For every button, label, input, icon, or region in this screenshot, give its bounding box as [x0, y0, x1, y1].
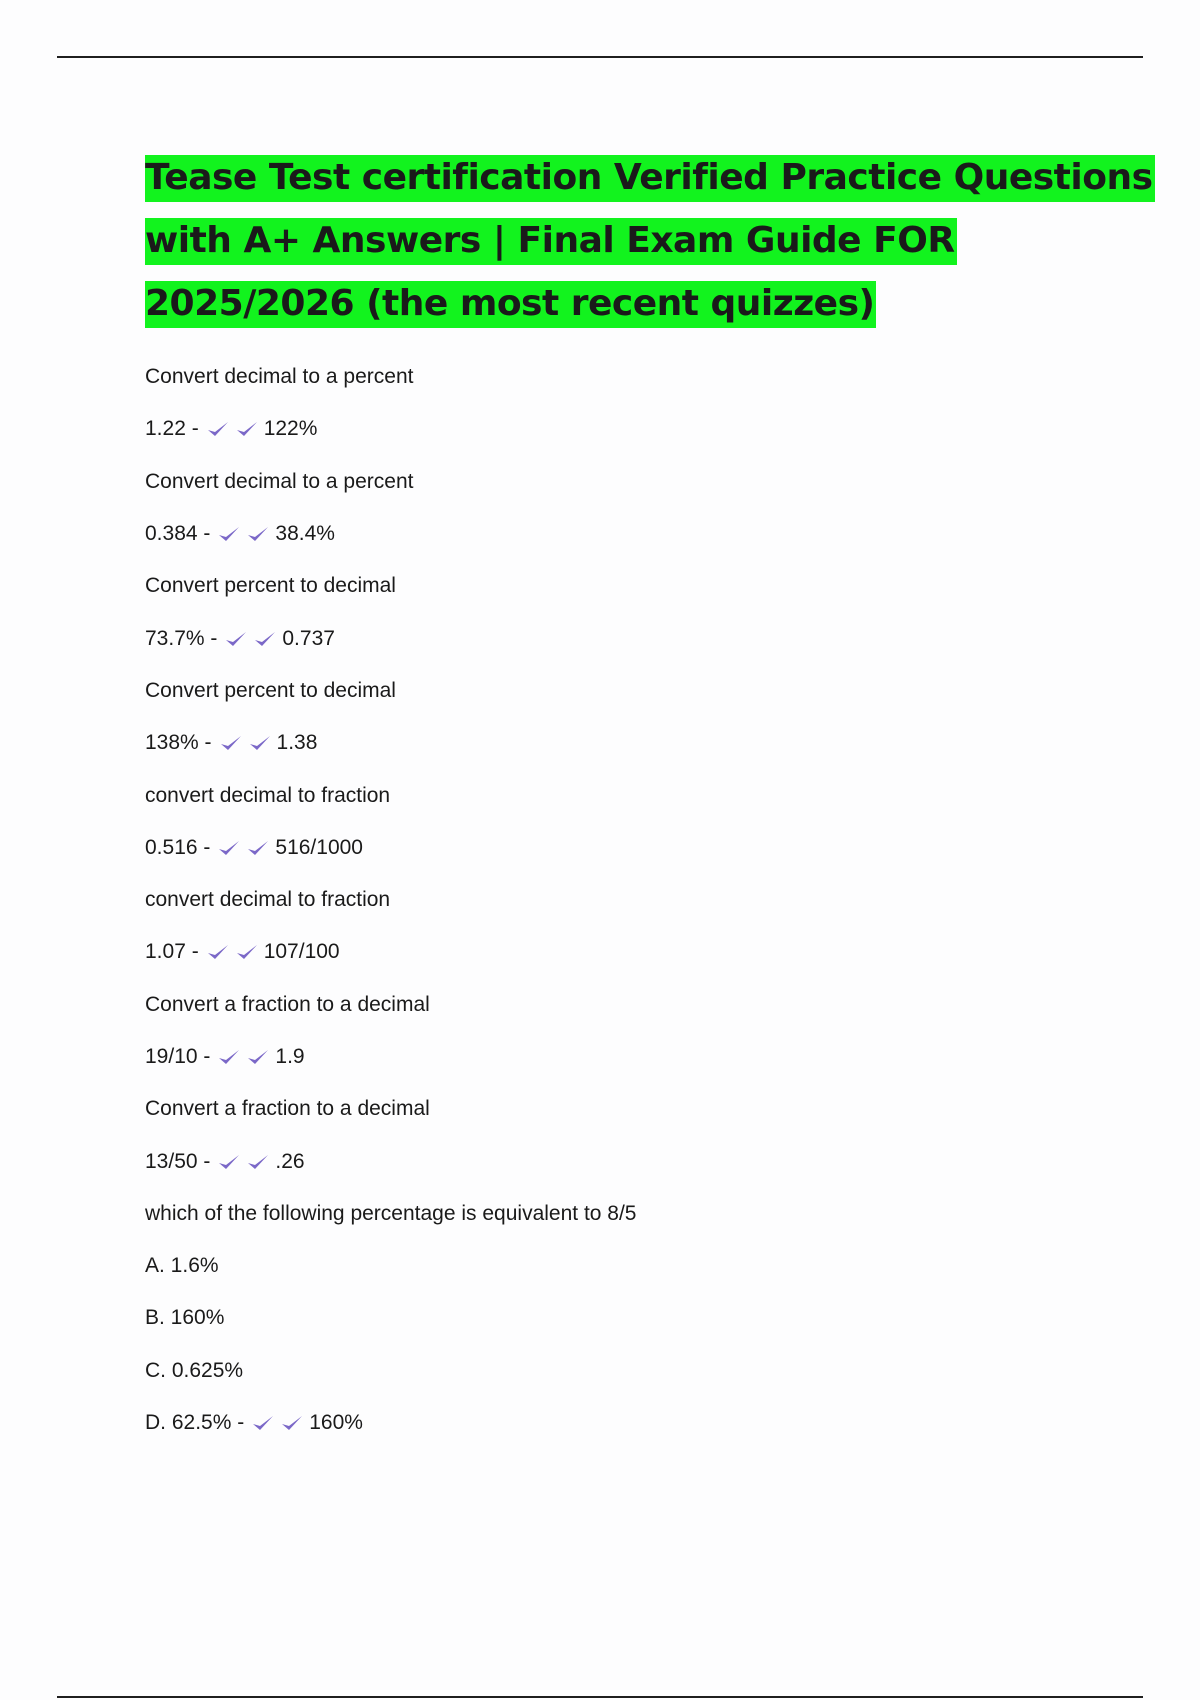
checkmark-icon: [219, 733, 243, 753]
question-prompt: 1.07 -: [145, 940, 199, 964]
mcq-answer-text: 160%: [309, 1411, 363, 1435]
top-rule: [57, 56, 1143, 58]
checkmark-icon: [253, 629, 277, 649]
document-body: [145, 146, 1153, 1449]
checkmark-icon: [235, 419, 259, 439]
mcq-answer-line: [145, 1397, 1095, 1449]
checkmark-icon: [246, 524, 270, 544]
answer-line: [145, 1135, 1095, 1187]
question-prompt: 13/50 -: [145, 1149, 211, 1173]
question-text: Convert decimal to a percent: [145, 365, 414, 389]
bottom-rule: [57, 1696, 1143, 1698]
answer-line: [145, 926, 1095, 978]
answer-text: 516/1000: [275, 835, 363, 859]
mcq-question: which of the following percentage is equivalent to 8/5: [145, 1201, 637, 1225]
question-text: Convert decimal to a percent: [145, 469, 414, 493]
question-text: convert decimal to fraction: [145, 783, 391, 807]
checkmark-icon: [251, 1413, 275, 1433]
answer-line: [145, 612, 1095, 664]
checkmark-icon: [246, 1152, 270, 1172]
mcq-option-b: B. 160%: [145, 1306, 225, 1330]
question-prompt: 0.384 -: [145, 522, 211, 546]
title-line-2: with A+ Answers | Final Exam Guide FOR: [145, 218, 957, 265]
checkmark-icon: [235, 942, 259, 962]
checkmark-icon: [217, 524, 241, 544]
answer-line: [145, 403, 1095, 455]
checkmark-icon: [246, 1047, 270, 1067]
answer-line: [145, 1031, 1095, 1083]
answer-text: 38.4%: [275, 522, 335, 546]
title-line-3: 2025/2026 (the most recent quizzes): [145, 281, 876, 328]
checkmark-icon: [280, 1413, 304, 1433]
answer-line: [145, 508, 1095, 560]
question-text: Convert percent to decimal: [145, 574, 396, 598]
checkmark-icon: [224, 629, 248, 649]
question-prompt: 138% -: [145, 731, 212, 755]
answer-line: [145, 717, 1095, 769]
question-prompt: 1.22 -: [145, 417, 199, 441]
checkmark-icon: [217, 1152, 241, 1172]
answer-text: 122%: [263, 417, 318, 441]
title-line-1: Tease Test certification Verified Practice Questions: [145, 155, 1155, 202]
checkmark-icon: [206, 942, 230, 962]
answer-text: .26: [275, 1149, 305, 1173]
question-prompt: 19/10 -: [145, 1045, 211, 1068]
checkmark-icon: [217, 1047, 241, 1067]
checkmark-icon: [217, 838, 241, 858]
question-text: convert decimal to fraction: [145, 888, 391, 912]
answer-line: [145, 822, 1095, 874]
answer-text: 107/100: [263, 940, 340, 964]
question-text: Convert a fraction to a decimal: [145, 1097, 430, 1121]
document-title: [145, 146, 1153, 335]
checkmark-icon: [206, 419, 230, 439]
qa-list: [145, 351, 1095, 1449]
answer-text: 0.737: [282, 626, 335, 650]
answer-text: 1.9: [275, 1045, 305, 1068]
mcq-option-d: D. 62.5% -: [145, 1411, 245, 1435]
question-prompt: 73.7% -: [145, 626, 218, 650]
question-text: Convert a fraction to a decimal: [145, 992, 430, 1016]
checkmark-icon: [246, 838, 270, 858]
question-prompt: 0.516 -: [145, 835, 211, 859]
mcq-option-a: A. 1.6%: [145, 1254, 219, 1278]
checkmark-icon: [248, 733, 272, 753]
mcq-option-c: C. 0.625%: [145, 1358, 244, 1382]
question-text: Convert percent to decimal: [145, 678, 396, 702]
answer-text: 1.38: [276, 731, 318, 755]
